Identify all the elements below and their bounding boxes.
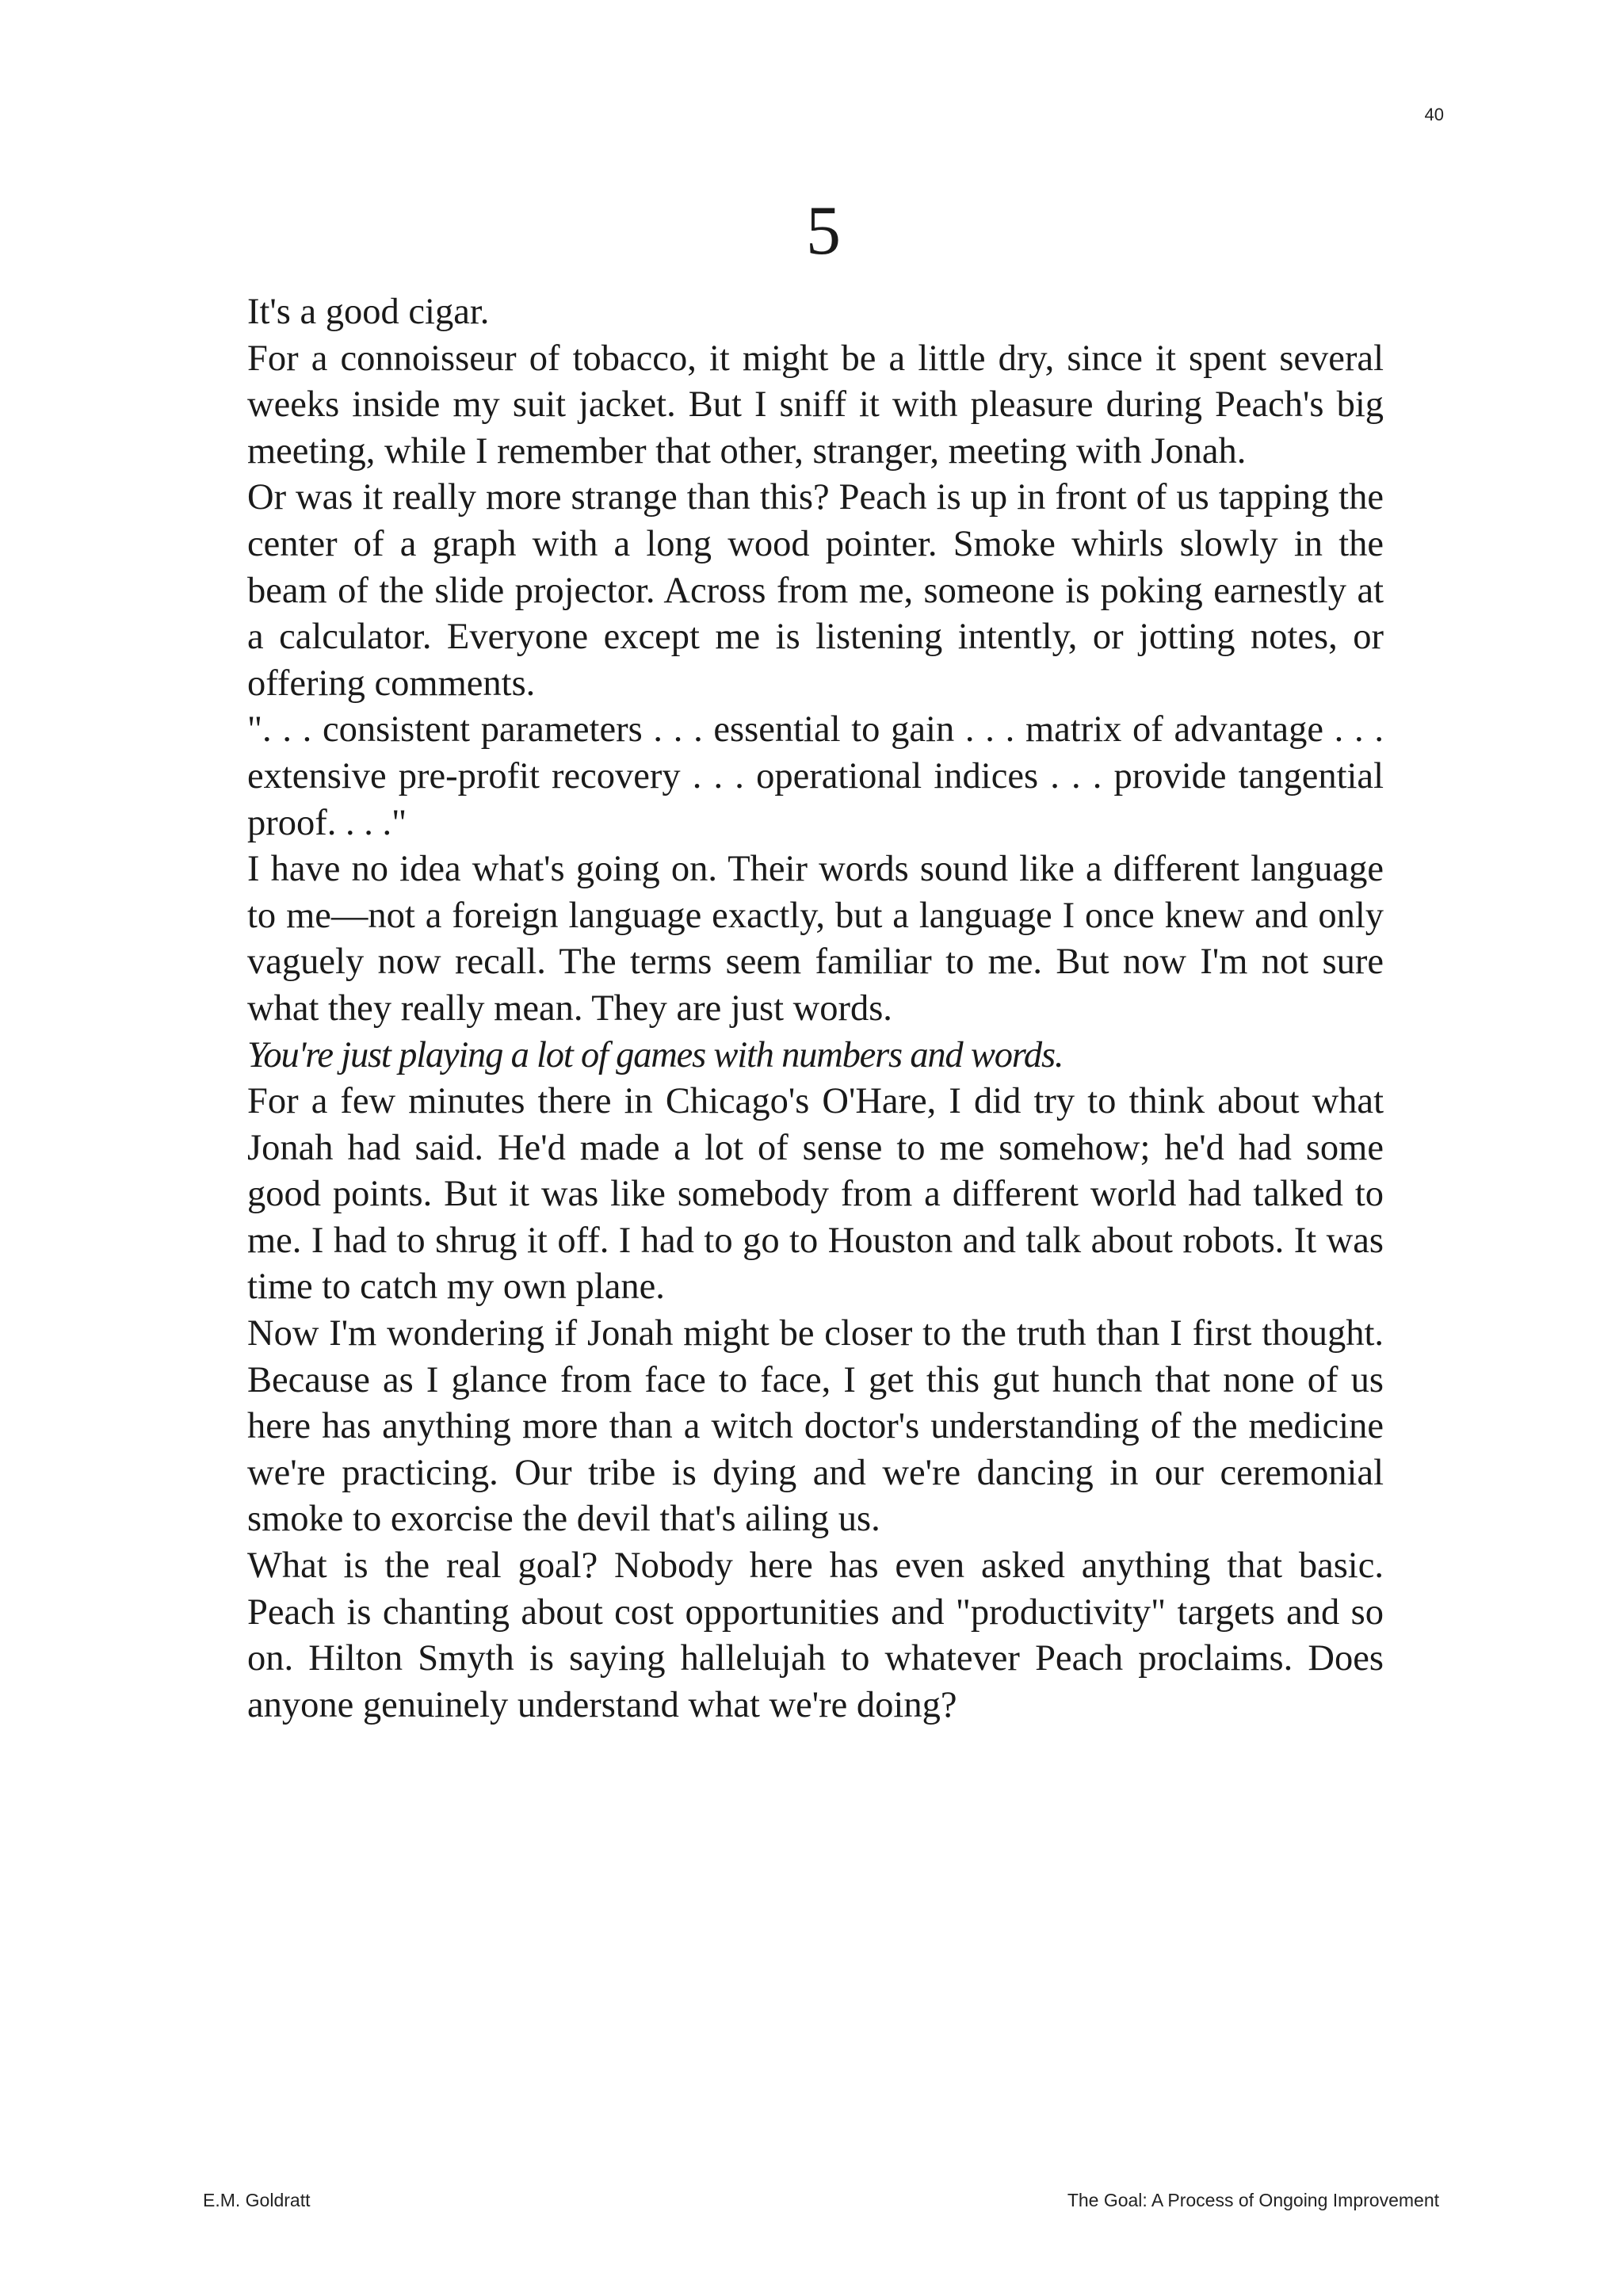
italic-quote: You're just playing a lot of games with numbers and words. <box>247 1034 1064 1075</box>
paragraph: For a connoisseur of tobacco, it might be a little dry, since it spent several weeks inside my suit jacket. But I sniff it with pleasure during Peach's big meeting, while I remember that other, stranger, meeting with Jonah. <box>247 338 1384 472</box>
paragraph: Or was it really more strange than this? Peach is up in front of us tapping the center of a graph with a long wood pointer. Smoke whirls slowly in the beam of the slide projector. Across from me, someone is poking earnestly at a calculator. Everyone except me is listening intently, or jotting notes, or offering comments. <box>247 477 1384 704</box>
paragraph: Now I'm wondering if Jonah might be closer to the truth than I first thought. Because as I glance from face to face, I get this gut hunch that none of us here has anything more than a witch doctor's understanding of the medicine we're practicing. Our tribe is dying and we're dancing in our ceremonial smoke to exorcise the devil that's ailing us. <box>247 1313 1384 1540</box>
paragraph: What is the real goal? Nobody here has even asked anything that basic. Peach is chanting about cost opportunities and "productivity" targets and so on. Hilton Smyth is saying hallelujah to whatever Peach proclaims. Does anyone genuinely understand what we're doing? <box>247 1545 1384 1725</box>
chapter-body <box>247 289 1384 1729</box>
page-number: 40 <box>1424 105 1444 124</box>
paragraph: It's a good cigar. <box>247 292 490 332</box>
footer-author: E.M. Goldratt <box>203 2190 311 2210</box>
paragraph: For a few minutes there in Chicago's O'Hare, I did try to think about what Jonah had said. He'd made a lot of sense to me somehow; he'd had some good points. But it was like somebody from a different world had talked to me. I had to shrug it off. I had to go to Houston and talk about robots. It was time to catch my own plane. <box>247 1081 1384 1308</box>
footer-book-title: The Goal: A Process of Ongoing Improvement <box>1067 2190 1439 2210</box>
paragraph: ". . . consistent parameters . . . essential to gain . . . matrix of advantage . . . extensive pre-profit recovery . . . operational indices . . . provide tangential proof. . . ." <box>247 709 1384 843</box>
paragraph: I have no idea what's going on. Their words sound like a different language to me—not a foreign language exactly, but a language I once knew and only vaguely now recall. The terms seem familiar to me. But now I'm not sure what they really mean. They are just words. <box>247 849 1384 1029</box>
chapter-number: 5 <box>806 193 841 269</box>
